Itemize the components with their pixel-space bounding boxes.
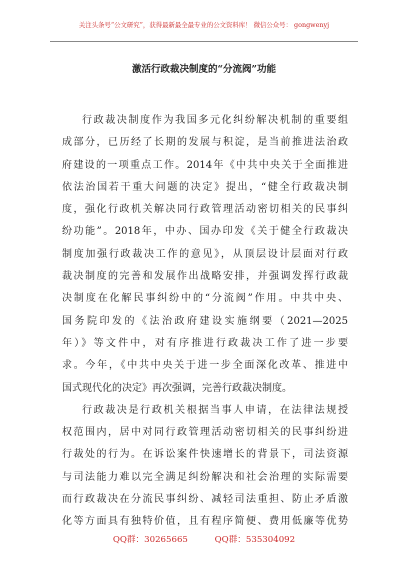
body-line: 行政裁决制度作为我国多元化纠纷解决机制的重要组 xyxy=(82,115,348,126)
body-line: 决制度在化解民事纠纷中的“分流阀”作用。中共中央、 xyxy=(62,293,348,305)
body-line: 裁决制度的完善和发展作出战略安排，并强调发挥行政裁 xyxy=(62,271,348,283)
body-line: 求。今年，《中共中央关于进一步全面深化改革、推进中 xyxy=(62,360,348,372)
document-body xyxy=(62,110,348,534)
page-footer xyxy=(0,534,408,546)
footer-qq-group-2: QQ群：535304092 xyxy=(214,535,296,545)
body-line: 依法治国若干重大问题的决定》提出，“健全行政裁决制 xyxy=(62,181,348,193)
body-line: 行政裁决是行政机关根据当事人申请，在法律法规授 xyxy=(82,404,348,416)
body-line: 制度加强行政裁决工作的意见》，从顶层设计层面对行政 xyxy=(62,248,348,260)
footer-qq-group-1: QQ群：30265665 xyxy=(112,535,188,545)
page-header xyxy=(0,21,408,30)
body-line: 与司法能力难以完全满足纠纷解决和社会治理的实际需要 xyxy=(62,471,348,483)
body-line: 权范围内，居中对同行政管理活动密切相关的民事纠纷进 xyxy=(62,427,348,439)
body-line: 而行政裁决在分流民事纠纷、减轻司法重担、防止矛盾激 xyxy=(62,494,348,506)
header-divider xyxy=(50,41,358,42)
header-promo-text: 关注头条号“公文研究”，获得最新最全最专业的公文资料库！ xyxy=(78,21,252,29)
body-line: 化等方面具有独特价值，且有程序简便、费用低廉等优势 xyxy=(62,516,348,528)
header-wechat-label: 微信公众号： xyxy=(253,21,292,29)
body-line: 国务院印发的《法治政府建设实施纲要（2021—2025 xyxy=(62,315,348,327)
body-line: 纷功能”。2018年，中办、国办印发《关于健全行政裁决 xyxy=(62,226,348,238)
body-line: 国式现代化的决定》再次强调，完善行政裁决制度。 xyxy=(62,382,292,394)
body-line: 府建设的一项重点工作。2014年《中共中央关于全面推进 xyxy=(62,159,348,171)
body-line: 成部分，已历经了长期的发展与积淀，是当前推进法治政 xyxy=(62,137,348,149)
body-line: 年）》等文件中，对有序推进行政裁决工作了进一步要 xyxy=(62,337,348,349)
header-wechat-id: gongwenyj xyxy=(294,21,330,29)
body-line: 度，强化行政机关解决同行政管理活动密切相关的民事纠 xyxy=(62,204,348,216)
document-title: 激活行政裁决制度的“分流阀”功能 xyxy=(132,64,276,75)
body-line: 行裁处的行为。在诉讼案件快速增长的背景下，司法资源 xyxy=(62,449,348,461)
